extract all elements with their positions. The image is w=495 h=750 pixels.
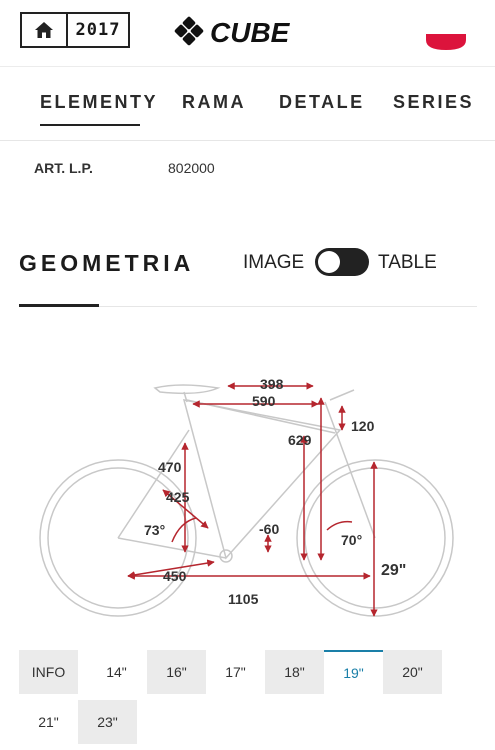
measure-chainstay: 450 (163, 568, 187, 584)
size-20-button[interactable]: 20" (383, 650, 442, 694)
tab-detale[interactable]: DETALE (279, 92, 365, 112)
size-info-button[interactable]: INFO (19, 650, 78, 694)
poland-flag-icon[interactable] (426, 6, 466, 50)
size-17-button[interactable]: 17" (225, 664, 246, 680)
size-16-button[interactable]: 16" (147, 650, 206, 694)
size-23-button[interactable]: 23" (78, 700, 137, 744)
toggle-table-label[interactable]: TABLE (378, 252, 437, 273)
cube-logo[interactable] (174, 14, 324, 54)
art-label: ART. L.P. (34, 160, 93, 176)
tab-elementy[interactable]: ELEMENTY (40, 92, 159, 112)
geometry-underline (19, 304, 99, 307)
measure-head-tube: 120 (351, 418, 375, 434)
top-bar (0, 0, 495, 67)
size-21-button[interactable]: 21" (38, 714, 59, 730)
home-year-group (20, 12, 130, 48)
geometry-title: GEOMETRIA (19, 250, 195, 276)
size-14-button[interactable]: 14" (106, 664, 127, 680)
home-icon (34, 21, 54, 39)
toggle-knob (318, 251, 340, 273)
measure-head-angle: 70° (341, 532, 363, 548)
measure-reach: 590 (252, 393, 276, 409)
brand-text: CUBE (210, 17, 290, 48)
toggle-image-label[interactable]: IMAGE (243, 252, 305, 273)
measure-bb-drop: -60 (259, 521, 280, 537)
measure-stack-seat: 425 (166, 489, 190, 505)
tab-series[interactable]: SERIES (393, 92, 475, 112)
image-table-toggle[interactable] (315, 248, 369, 276)
year-button[interactable]: 2017 (75, 20, 121, 40)
home-button[interactable] (22, 14, 68, 46)
art-value: 802000 (168, 160, 215, 176)
measure-wheelbase: 1105 (228, 591, 259, 607)
measure-top-tube: 398 (260, 376, 284, 392)
active-tab-indicator (40, 124, 140, 126)
tab-rama[interactable]: RAMA (182, 92, 246, 112)
size-18-button[interactable]: 18" (265, 650, 324, 694)
tab-bar (0, 66, 495, 141)
size-19-button[interactable]: 19" (324, 650, 383, 694)
measure-seat-tube: 470 (158, 459, 182, 475)
measure-effective-top: 629 (288, 432, 312, 448)
measure-seat-angle: 73° (144, 522, 166, 538)
measure-wheel-size: 29" (381, 562, 407, 579)
bike-geometry-diagram (0, 330, 495, 630)
